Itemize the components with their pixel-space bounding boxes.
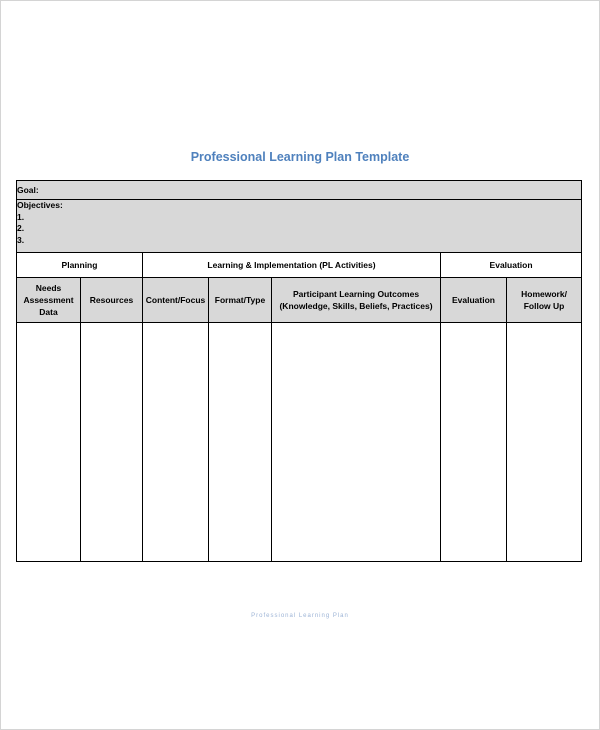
objective-item-2: 2. <box>17 223 25 233</box>
col-format-type: Format/Type <box>209 278 272 323</box>
cell-content-focus[interactable] <box>143 323 209 562</box>
objectives-field[interactable] <box>17 200 582 253</box>
col-participant-outcomes <box>272 278 441 323</box>
col-outcomes-line2: (Knowledge, Skills, Beliefs, Practices) <box>279 301 433 311</box>
col-evaluation: Evaluation <box>441 278 507 323</box>
section-planning: Planning <box>17 253 143 278</box>
section-learning-implementation: Learning & Implementation (PL Activities) <box>143 253 441 278</box>
col-homework-follow-up: Homework/ Follow Up <box>507 278 582 323</box>
col-needs-assessment: Needs Assessment Data <box>17 278 81 323</box>
objective-item-3: 3. <box>17 234 25 245</box>
page-title: Professional Learning Plan Template <box>190 150 410 164</box>
goal-field[interactable] <box>17 181 582 200</box>
col-content-focus: Content/Focus <box>143 278 209 323</box>
objective-item-1: 1. <box>17 211 25 222</box>
goal-label: Goal: <box>17 185 39 195</box>
footer-text: Professional Learning Plan <box>251 613 349 619</box>
cell-needs-assessment[interactable] <box>17 323 81 562</box>
cell-homework-follow-up[interactable] <box>507 323 582 562</box>
objectives-label: Objectives: <box>17 200 63 210</box>
col-outcomes-line1: Participant Learning Outcomes <box>292 289 420 299</box>
cell-resources[interactable] <box>81 323 143 562</box>
cell-evaluation[interactable] <box>441 323 507 562</box>
cell-participant-outcomes[interactable] <box>272 323 441 562</box>
col-resources: Resources <box>81 278 143 323</box>
learning-plan-table <box>16 180 582 562</box>
cell-format-type[interactable] <box>209 323 272 562</box>
section-evaluation: Evaluation <box>441 253 582 278</box>
